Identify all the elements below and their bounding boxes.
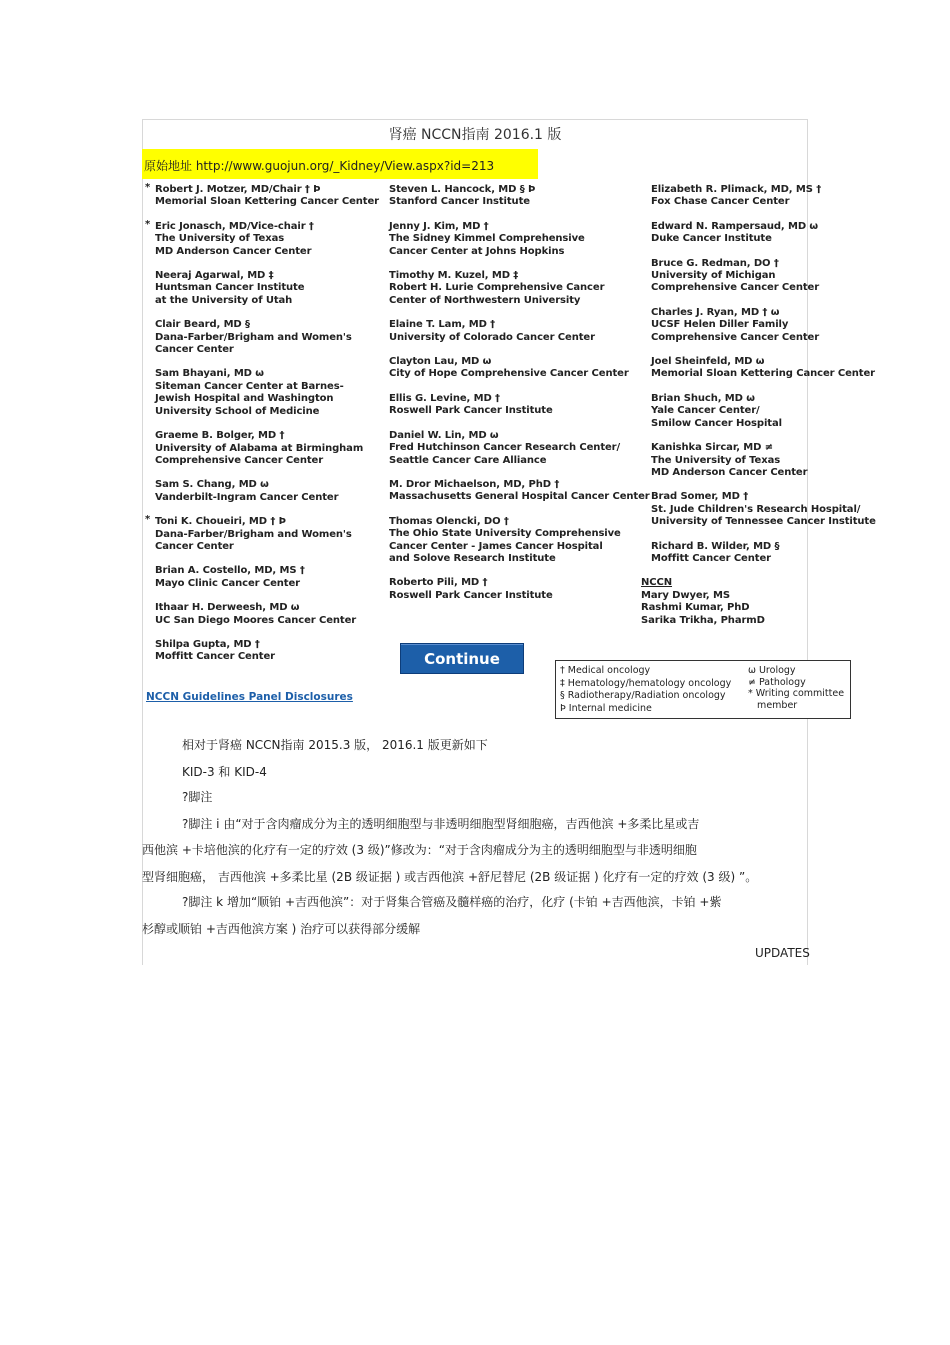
member-institution: Stanford Cancer Institute xyxy=(389,196,530,208)
writing-committee-marker: * xyxy=(145,218,151,230)
member-institution: MD Anderson Cancer Center xyxy=(651,466,808,478)
member-institution: University of Tennessee Cancer Institute xyxy=(651,516,876,528)
member-institution: Memorial Sloan Kettering Cancer Center xyxy=(155,196,379,208)
panel-member xyxy=(641,356,875,381)
legend-entry: ‡ Hematology/hematology oncology xyxy=(560,677,732,689)
member-name: Thomas Olencki, DO † xyxy=(389,515,509,527)
member-institution: Center of Northwestern University xyxy=(389,294,581,306)
panel-column-1 xyxy=(145,182,379,676)
member-institution: The Sidney Kimmel Comprehensive xyxy=(389,233,585,245)
update-pages: KID-3 和 KID-4 xyxy=(182,765,267,779)
member-name: Elizabeth R. Plimack, MD, MS † xyxy=(651,184,822,195)
member-institution: St. Jude Children's Research Hospital/ xyxy=(651,503,861,515)
member-institution: Fred Hutchinson Cancer Research Center/ xyxy=(389,442,621,454)
panel-member xyxy=(379,516,641,566)
update-intro: 相对于肾癌 NCCN指南 2015.3 版， 2016.1 版更新如下 xyxy=(182,738,488,752)
panel-member xyxy=(641,491,876,528)
member-name: Sam S. Chang, MD ω xyxy=(155,479,269,491)
member-institution: The University of Texas xyxy=(155,233,285,245)
member-institution: Seattle Cancer Care Alliance xyxy=(389,454,547,466)
member-name: Sam Bhayani, MD ω xyxy=(155,368,264,380)
member-name: Edward N. Rampersaud, MD ω xyxy=(651,220,819,232)
nccn-staff-name: Sarika Trikha, PharmD xyxy=(641,614,765,626)
member-institution: City of Hope Comprehensive Cancer Center xyxy=(389,368,629,380)
document-title: 肾癌 NCCN指南 2016.1 版 xyxy=(388,127,562,143)
panel-member xyxy=(145,182,379,209)
member-name: Ellis G. Levine, MD † xyxy=(389,392,500,404)
member-name: M. Dror Michaelson, MD, PhD † xyxy=(389,478,560,490)
member-name: Bruce G. Redman, DO † xyxy=(651,257,779,269)
panel-member xyxy=(379,221,641,258)
member-institution: Fox Chase Cancer Center xyxy=(651,196,790,208)
member-institution: Massachusetts General Hospital Cancer Center xyxy=(389,491,650,503)
member-institution: Yale Cancer Center/ xyxy=(651,405,760,417)
nccn-staff xyxy=(641,577,866,627)
panel-member xyxy=(145,479,373,504)
member-institution: Comprehensive Cancer Center xyxy=(155,454,324,466)
member-name: Daniel W. Lin, MD ω xyxy=(389,429,499,441)
update-footnote-heading: ?脚注 xyxy=(182,790,213,804)
panel-column-3 xyxy=(641,184,876,639)
updates-tag: UPDATES xyxy=(755,946,810,960)
panel-member xyxy=(641,442,866,479)
member-institution: Comprehensive Cancer Center xyxy=(651,331,820,343)
member-institution: UCSF Helen Diller Family xyxy=(651,319,789,331)
writing-committee-marker: * xyxy=(145,514,151,526)
panel-member xyxy=(145,319,373,356)
member-name: Roberto Pili, MD † xyxy=(389,577,488,589)
member-institution: Comprehensive Cancer Center xyxy=(651,282,820,294)
member-name: Charles J. Ryan, MD † ω xyxy=(651,306,780,318)
member-institution: Jewish Hospital and Washington xyxy=(155,393,334,405)
member-name: Brian A. Costello, MD, MS † xyxy=(155,565,305,577)
member-institution: Cancer Center xyxy=(155,344,234,356)
member-name: Ithaar H. Derweesh, MD ω xyxy=(155,602,300,614)
source-url-bar xyxy=(142,149,538,179)
panel-member xyxy=(145,430,373,467)
member-institution: Dana-Farber/Brigham and Women's xyxy=(155,331,352,343)
member-name: Neeraj Agarwal, MD ‡ xyxy=(155,270,274,282)
member-institution: Smilow Cancer Hospital xyxy=(651,417,782,429)
legend-entry: § Radiotherapy/Radiation oncology xyxy=(560,690,726,701)
member-institution: Roswell Park Cancer Institute xyxy=(389,405,553,417)
panel-member xyxy=(379,319,641,344)
member-institution: at the University of Utah xyxy=(155,294,293,306)
member-institution: The University of Texas xyxy=(651,454,781,466)
nccn-staff-heading: NCCN xyxy=(641,577,673,589)
member-name: Kanishka Sircar, MD ≠ xyxy=(651,442,773,454)
member-name: Shilpa Gupta, MD † xyxy=(155,638,260,650)
member-institution: Moffitt Cancer Center xyxy=(155,651,275,663)
member-name: Jenny J. Kim, MD † xyxy=(389,220,489,232)
panel-member xyxy=(641,307,866,344)
panel-member xyxy=(641,184,866,209)
member-institution: UC San Diego Moores Cancer Center xyxy=(155,614,357,626)
member-institution: Siteman Cancer Center at Barnes- xyxy=(155,380,344,392)
update-footnote-i-line1: ?脚注 i 由“对于含肉瘤成分为主的透明细胞型与非透明细胞型肾细胞癌，吉西他滨 +多柔比星或吉 xyxy=(182,817,700,831)
panel-member xyxy=(641,258,866,295)
legend-entry: * Writing committee xyxy=(748,688,845,699)
source-url-text[interactable]: 原始地址 http://www.guojun.org/_Kidney/View.aspx?id=213 xyxy=(144,159,495,173)
member-institution: Robert H. Lurie Comprehensive Cancer xyxy=(389,282,605,294)
member-institution: Cancer Center xyxy=(155,540,234,552)
member-name: Robert J. Motzer, MD/Chair † Þ xyxy=(155,184,321,195)
panel-member xyxy=(379,393,641,418)
specialty-legend xyxy=(555,660,851,719)
update-footnote-i-line2: 西他滨 +卡培他滨的化疗有一定的疗效 (3 级)”修改为：“对于含肉瘤成分为主的透明细胞型与非透明细胞 xyxy=(142,843,697,857)
member-institution: Memorial Sloan Kettering Cancer Center xyxy=(651,368,875,380)
panel-column-2 xyxy=(379,184,650,614)
member-institution: University School of Medicine xyxy=(155,405,320,417)
legend-entry: ω Urology xyxy=(748,665,796,676)
nccn-staff-name: Mary Dwyer, MS xyxy=(641,589,730,601)
member-name: Joel Sheinfeld, MD ω xyxy=(651,356,765,368)
member-name: Graeme B. Bolger, MD † xyxy=(155,430,285,442)
member-institution: Vanderbilt-Ingram Cancer Center xyxy=(155,491,339,503)
legend-entry: member xyxy=(748,699,798,711)
member-name: Brad Somer, MD † xyxy=(651,491,749,503)
member-name: Timothy M. Kuzel, MD ‡ xyxy=(389,270,519,282)
member-name: Eric Jonasch, MD/Vice-chair † xyxy=(155,220,314,232)
panel-member xyxy=(379,577,641,602)
member-institution: Huntsman Cancer Institute xyxy=(155,282,305,294)
member-institution: Cancer Center - James Cancer Hospital xyxy=(389,540,603,552)
member-institution: MD Anderson Cancer Center xyxy=(155,245,312,257)
legend-right xyxy=(748,665,844,711)
member-institution: and Solove Research Institute xyxy=(389,552,556,564)
panel-member xyxy=(145,218,373,258)
legend-left xyxy=(560,665,731,715)
member-institution: University of Alabama at Birmingham xyxy=(155,442,364,454)
legend-entry: Þ Internal medicine xyxy=(560,702,652,714)
member-institution: Cancer Center at Johns Hopkins xyxy=(389,245,565,257)
member-name: Richard B. Wilder, MD § xyxy=(651,540,780,552)
member-institution: Roswell Park Cancer Institute xyxy=(389,589,553,601)
member-institution: Moffitt Cancer Center xyxy=(651,552,771,564)
member-institution: University of Michigan xyxy=(651,270,776,282)
panel-member xyxy=(145,516,373,553)
panel-member xyxy=(641,221,866,246)
panel-member xyxy=(379,430,641,467)
update-footnote-k-line1: ?脚注 k 增加“顺铂 +吉西他滨”：对于肾集合管癌及髓样癌的治疗，化疗 (卡铂 +吉西他滨，卡铂 +紫 xyxy=(182,895,722,909)
panel-member xyxy=(379,184,641,209)
member-name: Brian Shuch, MD ω xyxy=(651,392,755,404)
member-institution: Dana-Farber/Brigham and Women's xyxy=(155,528,352,540)
writing-committee-marker: * xyxy=(145,182,151,193)
panel-member xyxy=(641,393,866,430)
continue-button[interactable]: Continue xyxy=(400,643,524,674)
member-name: Elaine T. Lam, MD † xyxy=(389,319,496,331)
panel-member xyxy=(145,602,373,627)
update-footnote-i-line3: 型肾细胞癌， 吉西他滨 +多柔比星 (2B 级证据 ) 或吉西他滨 +舒尼替尼 (2B 级证据 ) 化疗有一定的疗效 (3 级) ”。 xyxy=(142,870,758,884)
member-institution: University of Colorado Cancer Center xyxy=(389,331,595,343)
member-name: Clayton Lau, MD ω xyxy=(389,356,492,368)
panel-member xyxy=(145,639,373,664)
nccn-panel-members xyxy=(143,182,876,722)
panel-member xyxy=(379,478,650,504)
legend-entry: ≠ Pathology xyxy=(748,676,806,688)
member-name: Clair Beard, MD § xyxy=(155,319,250,331)
member-name: Steven L. Hancock, MD § Þ xyxy=(389,184,536,195)
panel-disclosures-link[interactable]: NCCN Guidelines Panel Disclosures xyxy=(146,691,353,703)
nccn-staff-name: Rashmi Kumar, PhD xyxy=(641,602,750,614)
update-footnote-k-line2: 杉醇或顺铂 +吉西他滨方案 ) 治疗可以获得部分缓解 xyxy=(142,922,421,936)
legend-entry: † Medical oncology xyxy=(560,665,651,676)
member-name: Toni K. Choueiri, MD † Þ xyxy=(155,516,286,528)
panel-member xyxy=(379,356,641,381)
member-institution: Mayo Clinic Cancer Center xyxy=(155,577,300,589)
member-institution: The Ohio State University Comprehensive xyxy=(389,528,621,540)
member-institution: Duke Cancer Institute xyxy=(651,233,772,245)
panel-member xyxy=(641,541,866,566)
panel-member xyxy=(145,565,373,590)
panel-member xyxy=(145,270,373,307)
panel-member xyxy=(379,270,641,307)
panel-member xyxy=(145,368,373,418)
